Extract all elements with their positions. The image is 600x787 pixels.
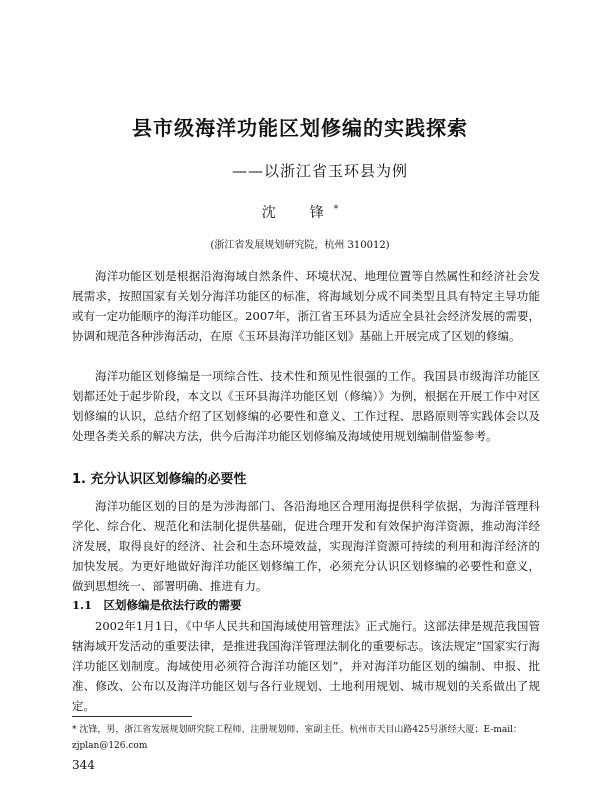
paragraph-scope: 海洋功能区划修编是一项综合性、技术性和预见性很强的工作。我国县市级海洋功能区划都还处于起步阶段，本文以《玉环县海洋功能区划（修编）》为例，根据在开展工作中对区划修编的认识，总结介绍了区划修编的必要性和意义、工作过程、思路原则等实践体会以及处理各类关系的解决方法，供今后海洋功能区划修编及海域使用规划编制借鉴参考。 bbox=[72, 369, 540, 443]
paper-title: 县市级海洋功能区划修编的实践探索 bbox=[132, 116, 468, 140]
paper-subtitle: ——以浙江省玉环县为例 bbox=[231, 162, 408, 180]
author-affiliation: (浙江省发展规划研究院，杭州 310012) bbox=[210, 240, 390, 251]
footnote: * 沈锋，男，浙江省发展规划研究院工程师、注册规划师、室副主任。杭州市天目山路425号浙经大厦；E-mail：zjplan@126.com bbox=[72, 725, 522, 751]
author-name: 沈 锋 bbox=[261, 205, 334, 221]
subsection-heading: 1.1 区划修编是依法行政的需要 bbox=[72, 598, 242, 612]
paragraph-intro: 海洋功能区划是根据沿海海域自然条件、环境状况、地理位置等自然属性和经济社会发展需求，按照国家有关划分海洋功能区的标准，将海域划分成不同类型且具有特定主导功能或有一定功能顺序的海洋功能区。2007年，浙江省玉环县为适应全县社会经济发展的需要，协调和规范各种涉海活动，在原《玉环县海洋功能区划》基础上开展完成了区划的修编。 bbox=[72, 269, 540, 343]
author-line bbox=[0, 202, 600, 222]
paragraph-section1: 海洋功能区划的目的是为涉海部门、各沿海地区合理用海提供科学依据，为海洋管理科学化、综合化、规范化和法制化提供基础，促进合理开发和有效保护海洋资源，推动海洋经济发展，取得良好的经济、社会和生态环境效益，实现海洋资源可持续的利用和海洋经济的加快发展。为更好地做好海洋功能区划修编工作，必须充分认识区划修编的必要性和意义，做到思想统一、部署明确、推进有力。 bbox=[72, 499, 540, 593]
author-footnote-mark: * bbox=[333, 204, 339, 215]
footnote-divider bbox=[72, 716, 192, 717]
page-number: 344 bbox=[72, 758, 95, 772]
section-heading: 1. 充分认识区划修编的必要性 bbox=[72, 472, 247, 487]
paragraph-subsection1: 2002年1月1日，《中华人民共和国海域使用管理法》正式施行。这部法律是规范我国管辖海域开发活动的重要法律，是推进我国海洋管理法制化的重要标志。该法规定“国家实行海洋功能区划制度。海域使用必须符合海洋功能区划”，并对海洋功能区划的编制、申报、批准、修改、公布以及海洋功能区划与各行业规划、土地利用规划、城市规划的关系做出了规定。 bbox=[72, 619, 540, 713]
